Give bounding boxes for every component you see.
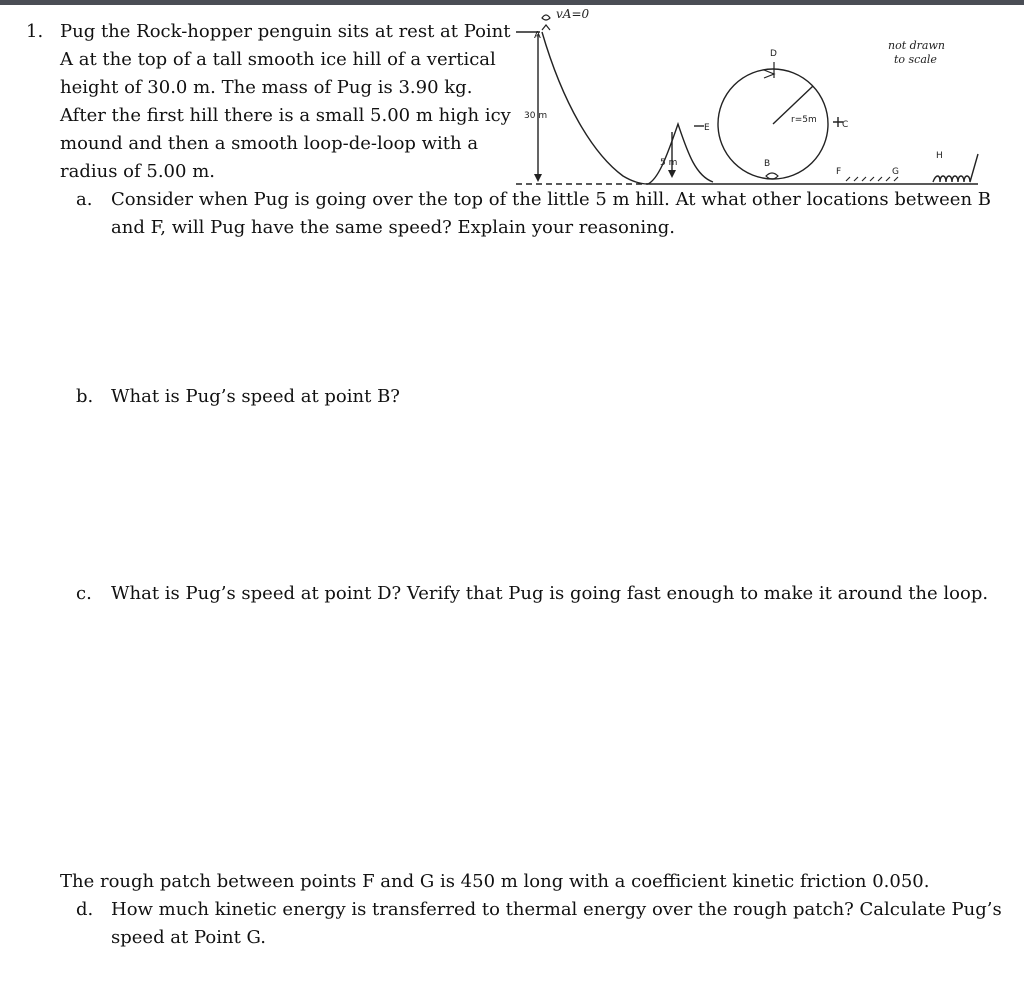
- part-text: speed at Point G.: [111, 927, 266, 948]
- part-text: What is Pug’s speed at point B?: [111, 386, 400, 407]
- point-h-label: H: [936, 151, 943, 161]
- intro-line: height of 30.0 m. The mass of Pug is 3.90 kg.: [60, 77, 473, 98]
- part-label: b.: [76, 386, 94, 407]
- point-e-label: E: [704, 123, 710, 133]
- intro-line: radius of 5.00 m.: [60, 161, 215, 182]
- va-label: vA=0: [556, 7, 590, 21]
- point-a-label: A: [534, 30, 541, 41]
- small-hill: [648, 124, 713, 184]
- scale-note-line1: not drawn: [888, 39, 945, 52]
- big-hill: [542, 32, 648, 184]
- point-f-label: F: [836, 167, 842, 177]
- intro-line: After the first hill there is a small 5.00 m high icy: [60, 105, 511, 126]
- intro-line: mound and then a smooth loop-de-loop with a: [60, 133, 479, 154]
- scale-note-line2: to scale: [894, 53, 937, 66]
- part-label: c.: [76, 583, 92, 604]
- height-label: 30 m: [524, 111, 548, 121]
- pug-at-b: [766, 173, 778, 179]
- pug-at-d: [764, 62, 774, 78]
- small-hill-label: 5 m: [660, 158, 678, 168]
- part-text: and F, will Pug have the same speed? Explain your reasoning.: [111, 217, 676, 238]
- point-b-label: B: [764, 159, 771, 169]
- part-label: d.: [76, 899, 94, 920]
- question-number: 1.: [26, 21, 44, 42]
- part-text: How much kinetic energy is transferred to thermal energy over the rough patch? Calculate Pug’s: [111, 899, 1002, 920]
- radius-label: r=5m: [791, 115, 817, 125]
- point-d-label: D: [770, 49, 777, 59]
- part-text: What is Pug’s speed at point D? Verify that Pug is going fast enough to make it around the loop.: [111, 583, 989, 604]
- intro-line: Pug the Rock-hopper penguin sits at rest at Point: [60, 21, 511, 42]
- part-label: a.: [76, 189, 93, 210]
- point-c-label: C: [842, 120, 849, 130]
- pug-at-a: [542, 15, 550, 30]
- arrow-down: [534, 174, 542, 182]
- track-diagram: [508, 4, 1008, 194]
- rough-patch-text: The rough patch between points F and G is 450 m long with a coefficient kinetic friction 0.050.: [60, 871, 930, 892]
- point-g-label: G: [892, 167, 899, 177]
- part-text: Consider when Pug is going over the top of the little 5 m hill. At what other locations between B: [111, 189, 991, 210]
- arrow-down-small: [668, 170, 676, 178]
- intro-line: A at the top of a tall smooth ice hill of a vertical: [60, 49, 496, 70]
- rough-patch: [843, 177, 903, 184]
